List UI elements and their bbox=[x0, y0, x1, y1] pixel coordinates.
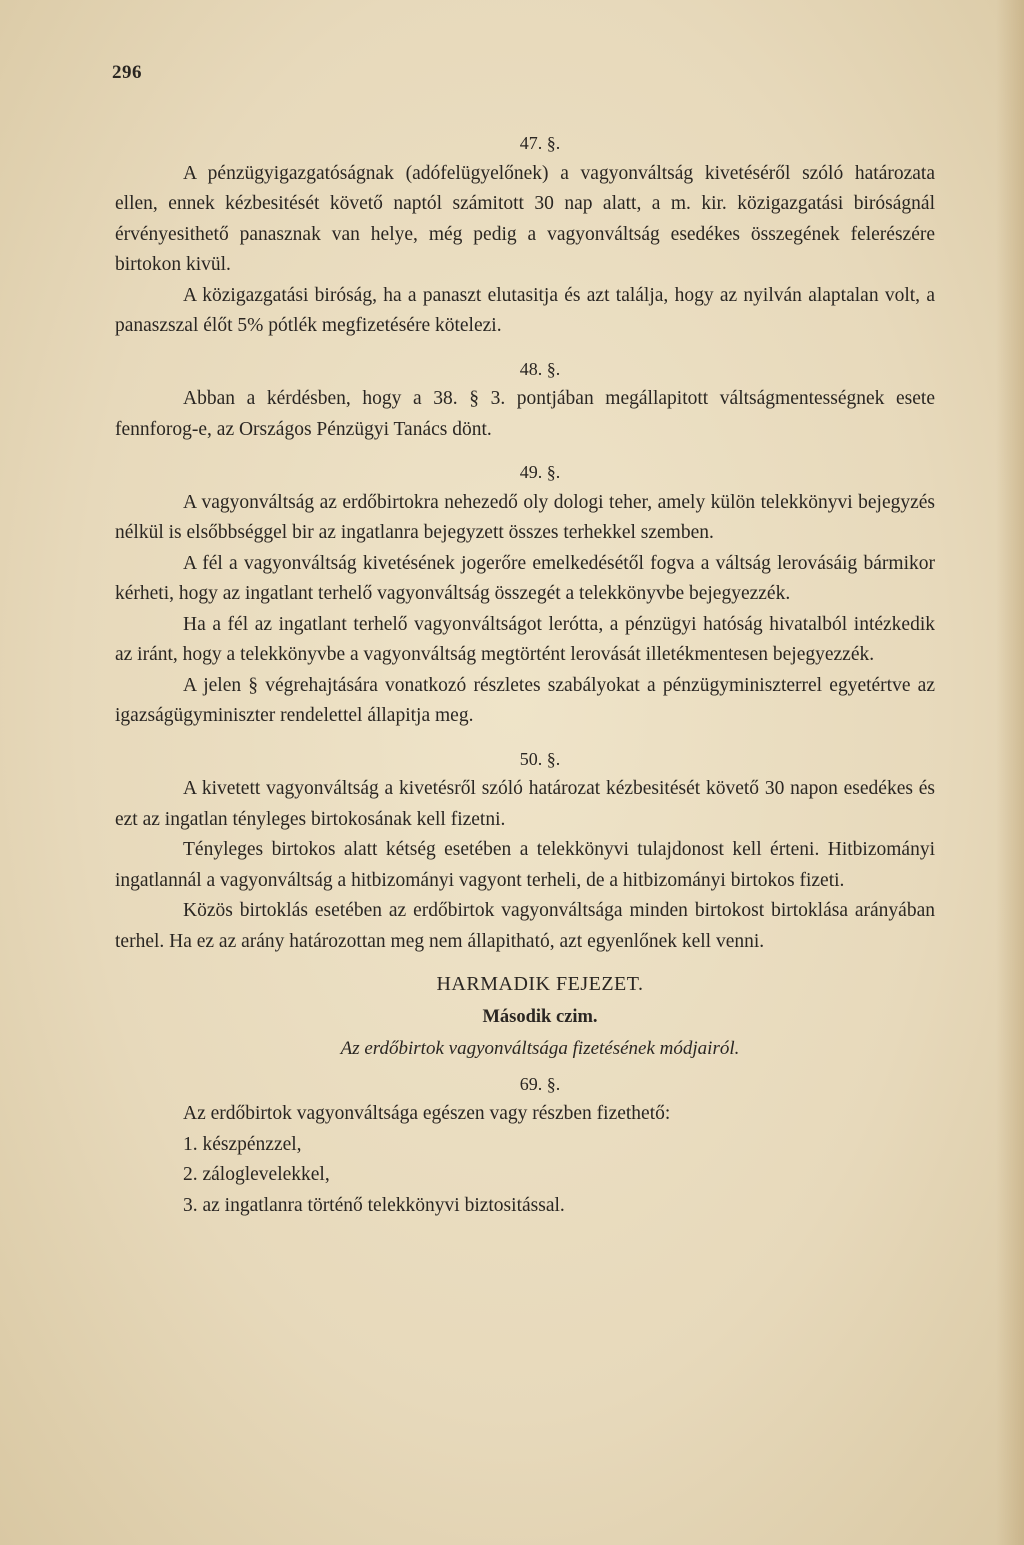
chapter-description: Az erdőbirtok vagyonváltsága fizetésének módjairól. bbox=[340, 1038, 740, 1059]
section-49 bbox=[115, 457, 935, 732]
paragraph: Abban a kérdésben, hogy a 38. § 3. pontjában megállapitott váltságmentességnek esete fennforog-e, az Országos Pénzügyi Tanács dönt. bbox=[115, 388, 935, 440]
section-heading: 47. §. bbox=[519, 133, 561, 153]
payment-methods-list bbox=[115, 1130, 935, 1222]
paragraph: Ha a fél az ingatlant terhelő vagyonváltságot lerótta, a pénzügyi hatóság hivatalból intézkedik az iránt, hogy a telekkönyvbe a vagyonváltság megtörtént lerovását illetékmentesen bejegyezzék. bbox=[115, 613, 935, 665]
section-heading: 49. §. bbox=[519, 462, 561, 482]
section-50 bbox=[115, 744, 935, 958]
paragraph: A jelen § végrehajtására vonatkozó részletes szabályokat a pénzügyminiszterrel egyetértve az igazságügyminiszter rendelettel állapitja meg. bbox=[115, 674, 935, 726]
paragraph: Tényleges birtokos alatt kétség esetében a telekkönyvi tulajdonost kell érteni. Hitbizományi ingatlannál a vagyonváltság a hitbizományi vagyont terheli, de a hitbizományi birtokos fizeti. bbox=[115, 839, 935, 891]
paragraph: A pénzügyigazgatóságnak (adófelügyelőnek) a vagyonváltság kivetéséről szóló határozata ellen, ennek kézbesitését követő naptól számitott 30 nap alatt, a m. kir. közigazgatási biróságnál érvényesithető panasznak van helye, még pedig a vagyonváltság esedékes összegének felerészére birtokon kivül. bbox=[115, 162, 935, 275]
section-47 bbox=[115, 128, 935, 342]
section-heading: 50. §. bbox=[519, 748, 561, 769]
section-heading: 48. §. bbox=[519, 358, 561, 379]
list-item: 1. készpénzzel, bbox=[183, 1133, 302, 1155]
list-item: 2. záloglevelekkel, bbox=[183, 1164, 330, 1185]
section-48 bbox=[115, 354, 935, 446]
paragraph: Közös birtoklás esetében az erdőbirtok vagyonváltsága minden birtokost birtoklása arányában terhel. Ha ez az arány határozottan meg nem állapitható, azt egyenlőnek kell venni. bbox=[115, 900, 935, 952]
paragraph: Az erdőbirtok vagyonváltsága egészen vagy részben fizethető: bbox=[183, 1103, 671, 1124]
text-column bbox=[115, 128, 935, 1221]
paragraph: A fél a vagyonváltság kivetésének jogerőre emelkedésétől fogva a váltság lerovásáig bármikor kérheti, hogy az ingatlant terhelő vagyonváltság összegét a telekkönyvbe bejegyezzék. bbox=[115, 552, 935, 604]
page-number: 296 bbox=[112, 62, 142, 83]
section-heading: 69. §. bbox=[519, 1073, 561, 1094]
section-69 bbox=[115, 1069, 935, 1222]
paragraph: A közigazgatási biróság, ha a panaszt elutasitja és azt találja, hogy az nyilván alaptalan volt, a panaszszal élőt 5% pótlék megfizetésére kötelezi. bbox=[115, 284, 935, 336]
paragraph: A kivetett vagyonváltság a kivetésről szóló határozat kézbesitését követő 30 napon esedékes és ezt az ingatlan tényleges birtokosának kell fizetni. bbox=[115, 778, 935, 830]
paragraph: A vagyonváltság az erdőbirtokra nehezedő oly dologi teher, amely külön telekkönyvi bejegyzés nélkül is elsőbbséggel bir az ingatlanra bejegyzett összes terhekkel szemben. bbox=[115, 491, 935, 543]
chapter-subtitle: Második czim. bbox=[482, 1006, 598, 1027]
page-edge-shading bbox=[996, 0, 1024, 1545]
chapter-title: HARMADIK FEJEZET. bbox=[436, 973, 644, 995]
list-item: 3. az ingatlanra történő telekkönyvi biztositással. bbox=[183, 1194, 565, 1216]
